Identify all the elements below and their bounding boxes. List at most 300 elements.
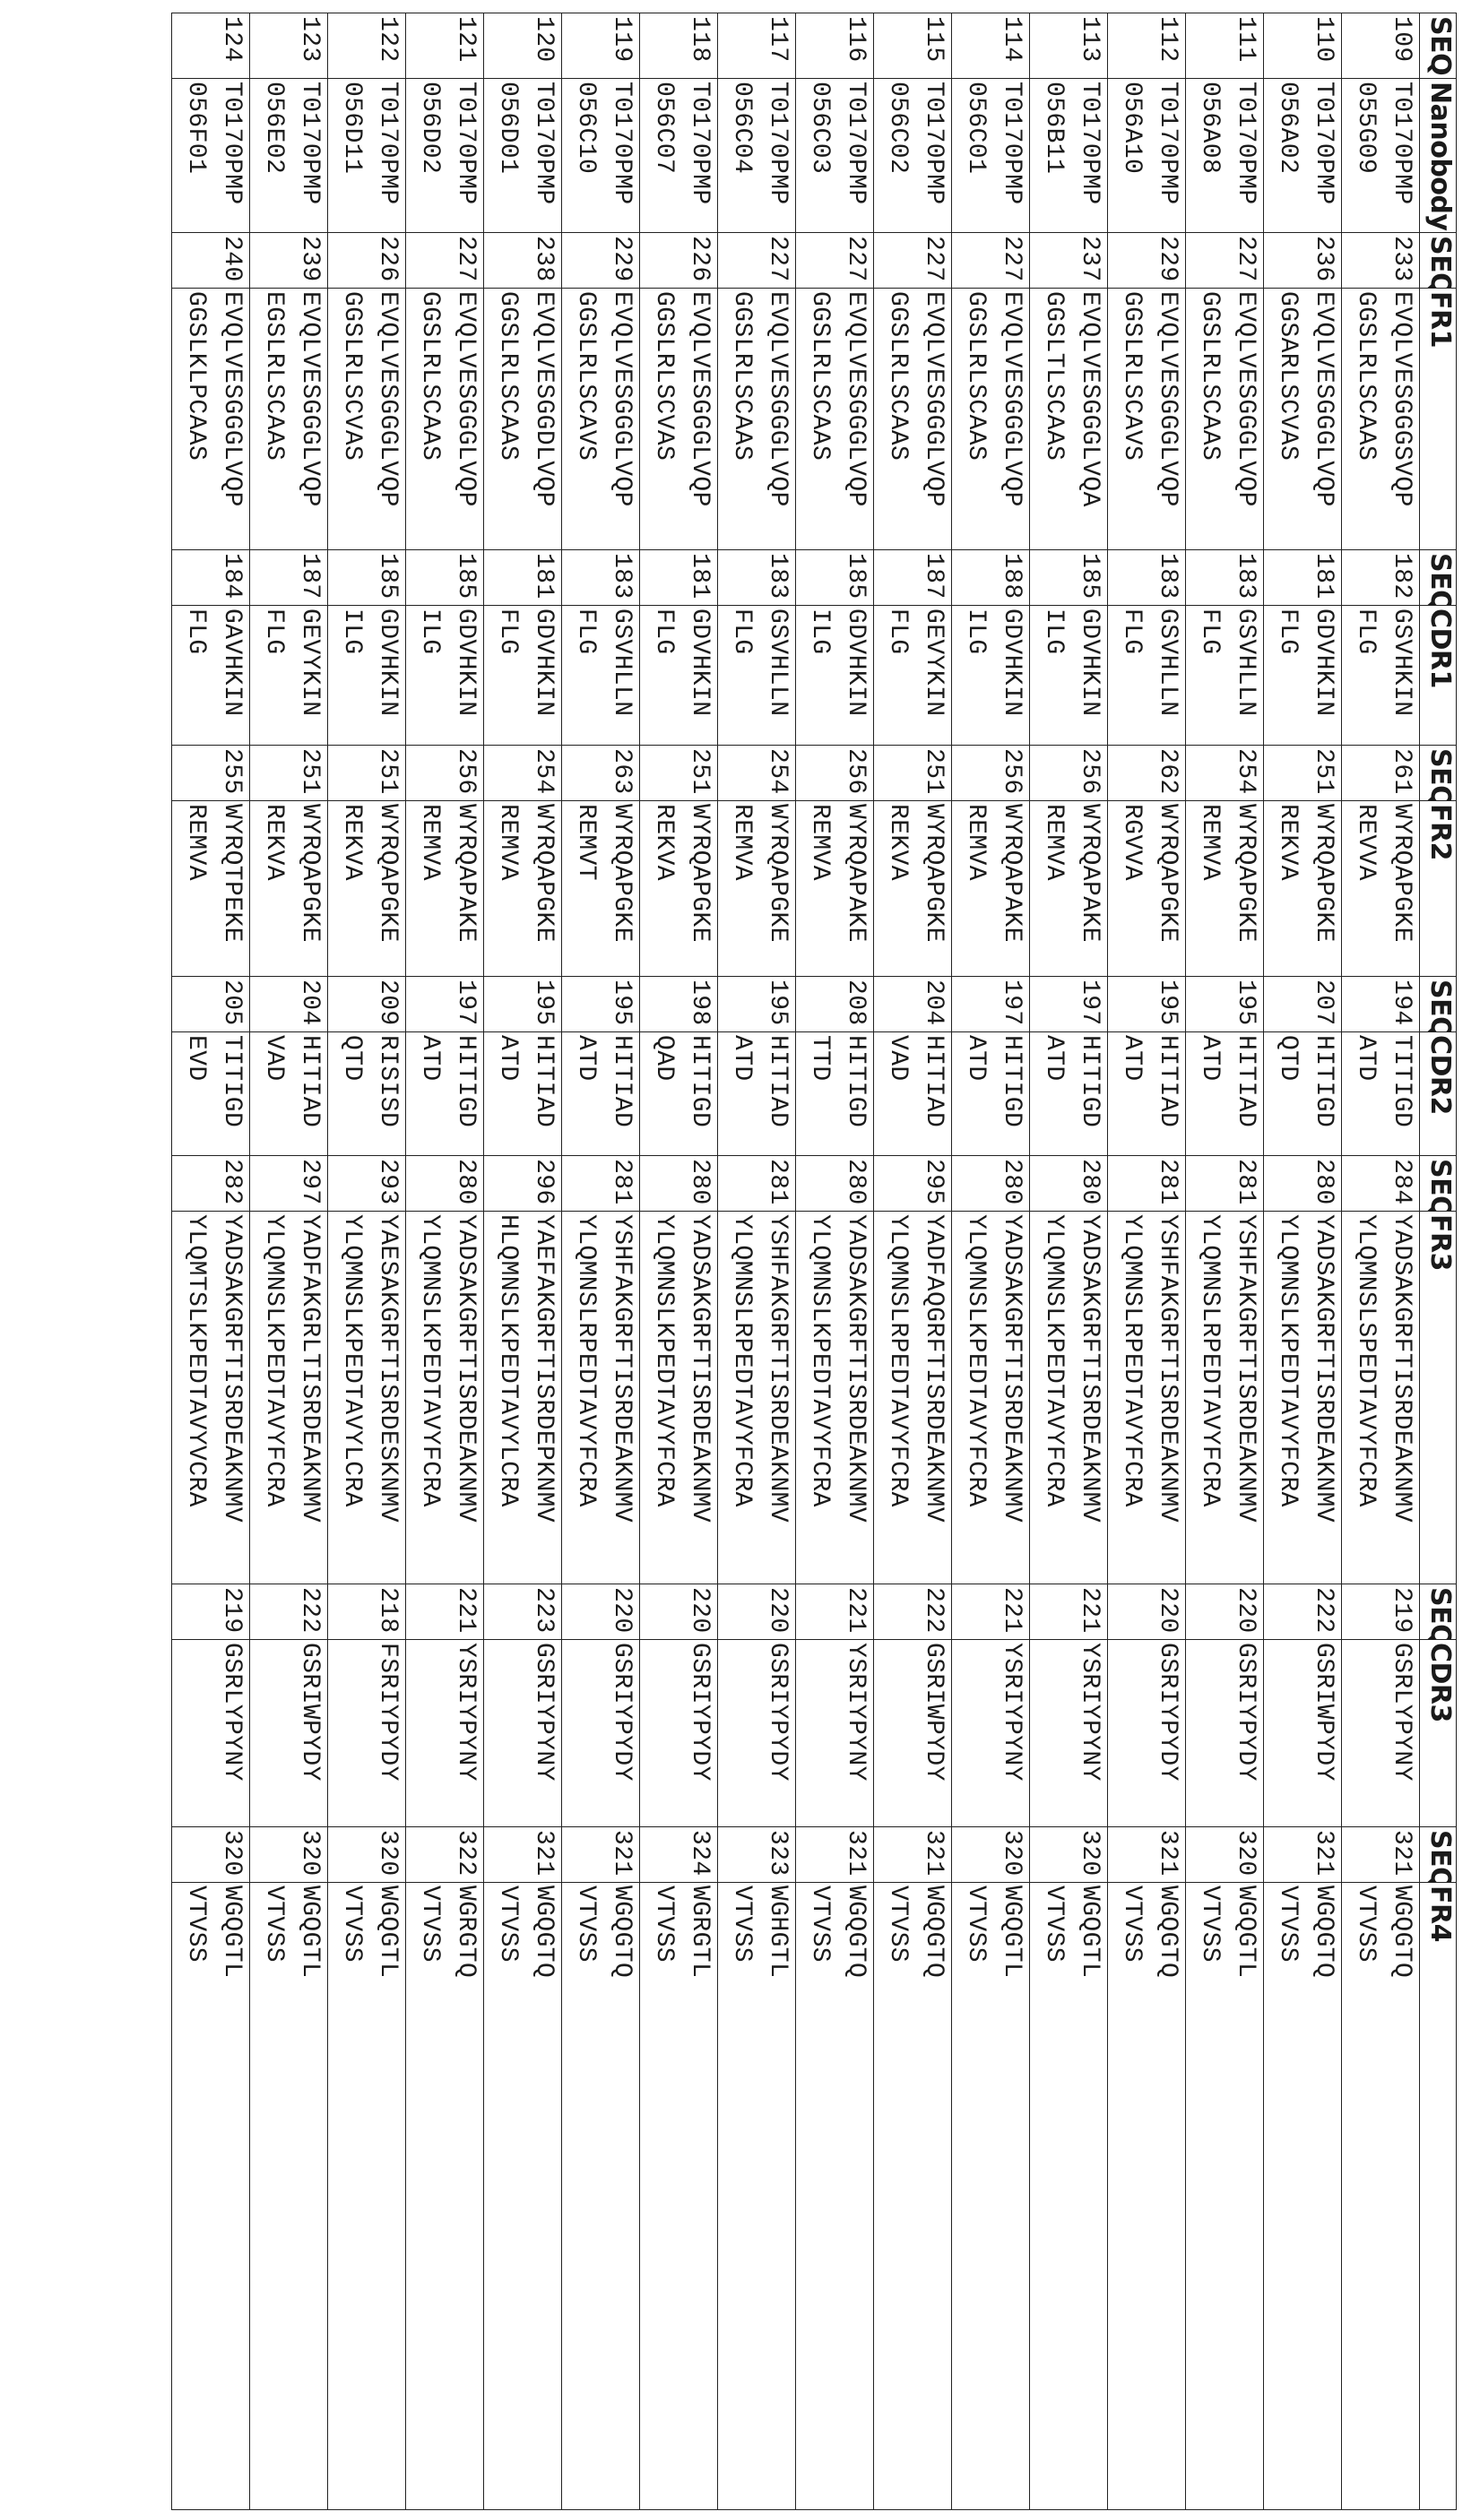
fr4-line: VTVSS — [333, 1886, 369, 2509]
seq-id-cell: 117 — [718, 13, 796, 79]
fr4-seq-cell: 321 — [1264, 1827, 1342, 1883]
nanobody-line: T0170PMP — [213, 82, 249, 232]
cdr1-line: FLG — [489, 608, 525, 745]
fr1-seq-cell: 227 — [874, 233, 952, 289]
nanobody-line: T0170PMP — [1227, 82, 1263, 232]
fr3-seq-cell: 281 — [1186, 1156, 1264, 1212]
fr3-line: YLQMNSLRPEDTAVYFCRA — [879, 1214, 915, 1584]
cdr3-line: YSRIYPYNY — [837, 1643, 873, 1826]
fr4-seq-cell: 320 — [172, 1827, 250, 1883]
fr4-line: VTVSS — [567, 1886, 603, 2509]
cdr3-line: YSRIYPYNY — [447, 1643, 483, 1826]
nanobody-cell — [1186, 79, 1264, 233]
fr3-cell — [484, 1212, 562, 1584]
fr1-line: EVQLVESGGGLVQP — [681, 291, 717, 549]
cdr1-seq-cell: 185 — [328, 550, 406, 606]
fr2-seq-cell: 254 — [718, 746, 796, 801]
fr3-cell — [1186, 1212, 1264, 1584]
fr3-cell — [172, 1212, 250, 1584]
fr2-line: REKVA — [879, 804, 915, 976]
fr1-line: EGSLRLSCAAS — [255, 291, 291, 549]
cdr3-seq-cell: 221 — [796, 1584, 874, 1640]
cdr2-line: HITIGD — [1305, 1035, 1341, 1155]
fr3-line: YADFAQGRFTISRDEAKNMV — [915, 1214, 951, 1584]
fr4-cell — [952, 1883, 1030, 2510]
cdr1-line: GSVHKIN — [1383, 608, 1419, 745]
fr4-seq-cell: 320 — [250, 1827, 328, 1883]
fr3-line: YADSAKGRFTISRDEAKNMV — [1071, 1214, 1107, 1584]
cdr1-seq-cell: 184 — [172, 550, 250, 606]
fr3-line: YLQMNSLKPEDTAVYFCRA — [255, 1214, 291, 1584]
cdr2-line: ATD — [1113, 1035, 1149, 1155]
cdr2-seq-cell: 195 — [562, 977, 640, 1032]
cdr2-line: ATD — [1191, 1035, 1227, 1155]
cdr1-cell — [172, 606, 250, 746]
cdr2-line: ATD — [957, 1035, 993, 1155]
table-row — [1108, 13, 1186, 2510]
nanobody-line: 056D02 — [411, 82, 447, 232]
fr2-cell — [640, 801, 718, 977]
fr1-line: EVQLVESGGGLVQP — [1149, 291, 1185, 549]
fr4-line: WGQGTL — [993, 1886, 1029, 2509]
fr2-line: REKVA — [1269, 804, 1305, 976]
fr3-cell — [328, 1212, 406, 1584]
cdr3-line: GSRIYPYDY — [759, 1643, 795, 1826]
header-fr3-seq: SEQ — [1420, 1156, 1457, 1212]
cdr2-cell — [562, 1032, 640, 1156]
fr3-cell — [640, 1212, 718, 1584]
cdr3-seq-cell: 223 — [484, 1584, 562, 1640]
fr3-seq-cell: 297 — [250, 1156, 328, 1212]
fr3-line: YADSAKGRFTISRDEAKNMV — [1383, 1214, 1419, 1584]
cdr2-seq-cell: 208 — [796, 977, 874, 1032]
fr4-seq-cell: 320 — [328, 1827, 406, 1883]
nanobody-line: 056C04 — [723, 82, 759, 232]
fr2-line: WYRQAPGKE — [1149, 804, 1185, 976]
fr3-line: YLQMNSLRPEDTAVYFCRA — [567, 1214, 603, 1584]
cdr2-cell — [406, 1032, 484, 1156]
cdr2-line: HITIGD — [837, 1035, 873, 1155]
fr1-seq-cell: 227 — [718, 233, 796, 289]
cdr3-line: GSRLYPYNY — [213, 1643, 249, 1826]
cdr1-line: ILG — [957, 608, 993, 745]
cdr1-line: GDVHKIN — [837, 608, 873, 745]
nanobody-cell — [562, 79, 640, 233]
fr2-line: WYRQTPEKE — [213, 804, 249, 976]
fr2-seq-cell: 251 — [250, 746, 328, 801]
cdr3-line: GSRIYPYDY — [1227, 1643, 1263, 1826]
cdr1-seq-cell: 187 — [874, 550, 952, 606]
fr2-line: REMVA — [177, 804, 213, 976]
nanobody-cell — [172, 79, 250, 233]
nanobody-line: 056C10 — [567, 82, 603, 232]
nanobody-line: T0170PMP — [759, 82, 795, 232]
fr2-line: WYRQAPGKE — [369, 804, 405, 976]
cdr1-seq-cell: 181 — [484, 550, 562, 606]
seq-id-cell: 114 — [952, 13, 1030, 79]
fr4-cell — [1264, 1883, 1342, 2510]
fr4-cell — [1342, 1883, 1420, 2510]
cdr1-line: ILG — [411, 608, 447, 745]
fr4-seq-cell: 321 — [562, 1827, 640, 1883]
fr2-line: WYRQAPGKE — [1227, 804, 1263, 976]
fr1-line: GGSARLSCVAS — [1269, 291, 1305, 549]
fr1-cell — [250, 289, 328, 550]
fr1-line: GGSLRLSCAAS — [723, 291, 759, 549]
cdr3-seq-cell: 221 — [406, 1584, 484, 1640]
fr1-cell — [172, 289, 250, 550]
fr3-cell — [1030, 1212, 1108, 1584]
table-row — [328, 13, 406, 2510]
fr3-line: YAEFAKGRFTISRDEPKNMV — [525, 1214, 561, 1584]
fr3-cell — [250, 1212, 328, 1584]
fr3-seq-cell: 295 — [874, 1156, 952, 1212]
table-row — [952, 13, 1030, 2510]
cdr3-line: YSRIYPYNY — [1071, 1643, 1107, 1826]
table-row — [1342, 13, 1420, 2510]
fr3-line: YLQMNSLSPEDTAVYFCRA — [1347, 1214, 1383, 1584]
seq-id-cell: 124 — [172, 13, 250, 79]
fr4-seq-cell: 324 — [640, 1827, 718, 1883]
header-cdr2-seq: SEQ — [1420, 977, 1457, 1032]
cdr3-cell — [874, 1640, 952, 1827]
cdr3-line: FSRIYPYDY — [369, 1643, 405, 1826]
fr2-line: REMVA — [411, 804, 447, 976]
cdr1-seq-cell: 187 — [250, 550, 328, 606]
header-cdr3-seq: SEQ — [1420, 1584, 1457, 1640]
header-nanobody: Nanobody — [1420, 79, 1457, 233]
fr4-line: WGQGTL — [369, 1886, 405, 2509]
fr2-line: WYRQAPGKE — [291, 804, 327, 976]
fr1-line: EVQLVESGGGLVQP — [1305, 291, 1341, 549]
fr2-seq-cell: 254 — [484, 746, 562, 801]
cdr1-cell — [1264, 606, 1342, 746]
fr1-line: GGSLTLSCAAS — [1035, 291, 1071, 549]
fr1-seq-cell: 227 — [952, 233, 1030, 289]
fr1-cell — [1342, 289, 1420, 550]
fr4-cell — [796, 1883, 874, 2510]
fr1-cell — [874, 289, 952, 550]
cdr1-line: GAVHKIN — [213, 608, 249, 745]
cdr3-cell — [1186, 1640, 1264, 1827]
fr4-seq-cell: 321 — [796, 1827, 874, 1883]
cdr2-seq-cell: 209 — [328, 977, 406, 1032]
fr1-line: GGSLRLSCAVS — [1113, 291, 1149, 549]
fr3-line: YSHFAKGRFTISRDEAKNMV — [603, 1214, 639, 1584]
fr2-line: REKVA — [255, 804, 291, 976]
fr3-seq-cell: 293 — [328, 1156, 406, 1212]
cdr3-cell — [406, 1640, 484, 1827]
fr4-line: WGQGTL — [1071, 1886, 1107, 2509]
nanobody-line: T0170PMP — [291, 82, 327, 232]
fr2-cell — [1264, 801, 1342, 977]
cdr1-cell — [328, 606, 406, 746]
cdr3-line: GSRIWPYDY — [291, 1643, 327, 1826]
fr2-cell — [952, 801, 1030, 977]
seq-id-cell: 118 — [640, 13, 718, 79]
nanobody-line: 056C02 — [879, 82, 915, 232]
fr4-cell — [1186, 1883, 1264, 2510]
table-row — [1264, 13, 1342, 2510]
cdr3-line: GSRIWPYDY — [915, 1643, 951, 1826]
nanobody-line: 056B11 — [1035, 82, 1071, 232]
fr1-cell — [952, 289, 1030, 550]
fr4-line: VTVSS — [723, 1886, 759, 2509]
cdr2-cell — [484, 1032, 562, 1156]
fr2-line: REMVT — [567, 804, 603, 976]
cdr1-seq-cell: 183 — [718, 550, 796, 606]
cdr2-line: QAD — [645, 1035, 681, 1155]
cdr3-line: GSRLYPYNY — [1383, 1643, 1419, 1826]
cdr1-cell — [1030, 606, 1108, 746]
nanobody-line: T0170PMP — [603, 82, 639, 232]
fr4-cell — [1108, 1883, 1186, 2510]
nanobody-line: T0170PMP — [447, 82, 483, 232]
header-seq: SEQ — [1420, 13, 1457, 79]
fr1-seq-cell: 229 — [562, 233, 640, 289]
cdr2-cell — [1264, 1032, 1342, 1156]
fr3-seq-cell: 280 — [796, 1156, 874, 1212]
fr2-seq-cell: 251 — [328, 746, 406, 801]
cdr3-seq-cell: 220 — [1108, 1584, 1186, 1640]
nanobody-line: T0170PMP — [1071, 82, 1107, 232]
fr4-line: VTVSS — [177, 1886, 213, 2509]
fr4-line: WGQGTQ — [1383, 1886, 1419, 2509]
cdr3-seq-cell: 218 — [328, 1584, 406, 1640]
fr4-seq-cell: 320 — [952, 1827, 1030, 1883]
fr1-line: EVQLVESGGGLVQP — [291, 291, 327, 549]
fr3-seq-cell: 280 — [1264, 1156, 1342, 1212]
fr3-line: YSHFAKGRFTISRDEAKNMV — [759, 1214, 795, 1584]
fr2-seq-cell: 263 — [562, 746, 640, 801]
cdr3-cell — [484, 1640, 562, 1827]
fr1-seq-cell: 236 — [1264, 233, 1342, 289]
fr1-seq-cell: 227 — [1186, 233, 1264, 289]
fr3-line: YLQMTSLKPEDTAVYVCRA — [177, 1214, 213, 1584]
nanobody-line: 055G09 — [1347, 82, 1383, 232]
fr3-cell — [1108, 1212, 1186, 1584]
fr3-line: YADSAKGRFTISRDEAKNMV — [447, 1214, 483, 1584]
fr4-line: VTVSS — [801, 1886, 837, 2509]
cdr1-seq-cell: 182 — [1342, 550, 1420, 606]
cdr2-cell — [1030, 1032, 1108, 1156]
cdr1-line: ILG — [1035, 608, 1071, 745]
cdr2-line: ATD — [1035, 1035, 1071, 1155]
cdr3-seq-cell: 221 — [1030, 1584, 1108, 1640]
cdr2-line: VAD — [879, 1035, 915, 1155]
cdr2-cell — [874, 1032, 952, 1156]
cdr3-seq-cell: 222 — [874, 1584, 952, 1640]
cdr3-seq-cell: 222 — [250, 1584, 328, 1640]
cdr2-cell — [250, 1032, 328, 1156]
cdr1-line: FLG — [645, 608, 681, 745]
fr4-cell — [1030, 1883, 1108, 2510]
cdr1-line: FLG — [1191, 608, 1227, 745]
fr3-line: YSHFAKGRFTISRDEAKNMV — [1227, 1214, 1263, 1584]
cdr1-seq-cell: 183 — [1186, 550, 1264, 606]
fr1-line: EVQLVESGGGSVQP — [1383, 291, 1419, 549]
fr2-seq-cell: 256 — [796, 746, 874, 801]
cdr3-cell — [640, 1640, 718, 1827]
fr4-cell — [640, 1883, 718, 2510]
nanobody-cell — [1264, 79, 1342, 233]
cdr1-seq-cell: 185 — [406, 550, 484, 606]
seq-id-cell: 122 — [328, 13, 406, 79]
nanobody-line: T0170PMP — [525, 82, 561, 232]
cdr1-line: GDVHKIN — [525, 608, 561, 745]
fr3-line: YLQMNSLRPEDTAVYFCRA — [723, 1214, 759, 1584]
fr4-line: VTVSS — [255, 1886, 291, 2509]
fr3-line: HLQMNSLKPEDTAVYLCRA — [489, 1214, 525, 1584]
fr1-cell — [796, 289, 874, 550]
fr3-seq-cell: 280 — [640, 1156, 718, 1212]
cdr3-cell — [250, 1640, 328, 1827]
cdr2-line: ATD — [723, 1035, 759, 1155]
fr4-line: WGRGTL — [681, 1886, 717, 2509]
fr3-cell — [874, 1212, 952, 1584]
fr4-line: WGQGTQ — [603, 1886, 639, 2509]
fr1-cell — [406, 289, 484, 550]
seq-id-cell: 121 — [406, 13, 484, 79]
table-row — [172, 13, 250, 2510]
fr2-seq-cell: 261 — [1342, 746, 1420, 801]
seq-id-cell: 115 — [874, 13, 952, 79]
cdr2-seq-cell: 195 — [1186, 977, 1264, 1032]
fr2-cell — [328, 801, 406, 977]
nanobody-line: 056A02 — [1269, 82, 1305, 232]
table-row — [874, 13, 952, 2510]
fr4-cell — [172, 1883, 250, 2510]
cdr1-line: GEVYKIN — [291, 608, 327, 745]
fr2-line: WYRQAPGKE — [1305, 804, 1341, 976]
seq-id-cell: 119 — [562, 13, 640, 79]
fr2-line: WYRQAPAKE — [837, 804, 873, 976]
seq-id-cell: 116 — [796, 13, 874, 79]
cdr3-seq-cell: 220 — [1186, 1584, 1264, 1640]
fr1-line: EVQLVESGGGLVQA — [1071, 291, 1107, 549]
cdr3-cell — [1342, 1640, 1420, 1827]
nanobody-line: 056C01 — [957, 82, 993, 232]
fr2-line: WYRQAPAKE — [993, 804, 1029, 976]
header-row — [1420, 13, 1457, 2510]
fr2-cell — [796, 801, 874, 977]
fr1-line: EVQLVESGGGLVQP — [759, 291, 795, 549]
fr3-line: YADSAKGRFTISRDEAKNMV — [837, 1214, 873, 1584]
fr1-line: EVQLVESGGGLVQP — [603, 291, 639, 549]
fr2-cell — [1108, 801, 1186, 977]
fr2-cell — [1186, 801, 1264, 977]
table-row — [484, 13, 562, 2510]
nanobody-cell — [406, 79, 484, 233]
fr4-line: WGQGTL — [213, 1886, 249, 2509]
fr1-line: EVQLVESGGDLVQP — [525, 291, 561, 549]
fr4-line: VTVSS — [1191, 1886, 1227, 2509]
fr2-seq-cell: 255 — [172, 746, 250, 801]
cdr2-line: ATD — [567, 1035, 603, 1155]
fr4-line: VTVSS — [489, 1886, 525, 2509]
cdr2-line: TITIGD — [1383, 1035, 1419, 1155]
fr4-line: WGQGTQ — [1305, 1886, 1341, 2509]
fr2-cell — [562, 801, 640, 977]
fr3-seq-cell: 282 — [172, 1156, 250, 1212]
fr1-line: EVQLVESGGGLVQP — [213, 291, 249, 549]
fr1-line: EVQLVESGGGLVQP — [993, 291, 1029, 549]
cdr2-line: TITIGD — [213, 1035, 249, 1155]
fr3-seq-cell: 281 — [562, 1156, 640, 1212]
cdr3-line: GSRIYPYDY — [603, 1643, 639, 1826]
fr4-line: WGQGTQ — [1149, 1886, 1185, 2509]
table-row — [718, 13, 796, 2510]
cdr1-cell — [1108, 606, 1186, 746]
cdr1-line: FLG — [1347, 608, 1383, 745]
table-row — [562, 13, 640, 2510]
fr1-line: GGSLRLSCAAS — [411, 291, 447, 549]
nanobody-cell — [796, 79, 874, 233]
fr3-seq-cell: 280 — [952, 1156, 1030, 1212]
nanobody-line: T0170PMP — [1383, 82, 1419, 232]
header-fr4-seq: SEQ — [1420, 1827, 1457, 1883]
fr4-cell — [484, 1883, 562, 2510]
header-fr4: FR4 — [1420, 1883, 1457, 2510]
nanobody-line: 056A10 — [1113, 82, 1149, 232]
cdr2-line: HITIAD — [525, 1035, 561, 1155]
fr2-line: WYRQAPGKE — [1383, 804, 1419, 976]
fr2-line: WYRQAPAKE — [1071, 804, 1107, 976]
cdr2-line: ATD — [411, 1035, 447, 1155]
fr4-line: VTVSS — [411, 1886, 447, 2509]
fr2-cell — [1342, 801, 1420, 977]
cdr3-line: GSRIYPYDY — [681, 1643, 717, 1826]
fr3-line: YADSAKGRFTISRDEAKNMV — [681, 1214, 717, 1584]
cdr2-line: HITIAD — [291, 1035, 327, 1155]
fr4-line: VTVSS — [1347, 1886, 1383, 2509]
fr1-line: GGSLRLSCVAS — [645, 291, 681, 549]
cdr2-line: HITIGD — [1071, 1035, 1107, 1155]
fr1-cell — [1030, 289, 1108, 550]
fr1-cell — [1108, 289, 1186, 550]
fr1-line: GGSLRLSCAAS — [489, 291, 525, 549]
nanobody-line: T0170PMP — [1305, 82, 1341, 232]
cdr3-seq-cell: 222 — [1264, 1584, 1342, 1640]
fr2-cell — [250, 801, 328, 977]
fr2-seq-cell: 251 — [874, 746, 952, 801]
fr1-line: EVQLVESGGGLVQP — [1227, 291, 1263, 549]
cdr2-seq-cell: 204 — [874, 977, 952, 1032]
fr2-line: WYRQAPGKE — [759, 804, 795, 976]
fr1-line: EVQLVESGGGLVQP — [447, 291, 483, 549]
nanobody-line: T0170PMP — [993, 82, 1029, 232]
fr4-line: VTVSS — [879, 1886, 915, 2509]
fr1-line: GGSLRLSCAVS — [567, 291, 603, 549]
cdr2-cell — [172, 1032, 250, 1156]
cdr1-line: GSVHLLN — [759, 608, 795, 745]
cdr3-cell — [718, 1640, 796, 1827]
fr1-cell — [562, 289, 640, 550]
cdr2-line: HITIAD — [1227, 1035, 1263, 1155]
fr3-line: YLQMNSLKPEDTAVYFCRA — [801, 1214, 837, 1584]
fr4-line: VTVSS — [957, 1886, 993, 2509]
header-fr1: FR1 — [1420, 289, 1457, 550]
cdr2-cell — [328, 1032, 406, 1156]
cdr2-seq-cell: 197 — [1030, 977, 1108, 1032]
cdr3-cell — [952, 1640, 1030, 1827]
seq-id-cell: 111 — [1186, 13, 1264, 79]
cdr1-line: FLG — [1269, 608, 1305, 745]
header-fr1-seq: SEQ — [1420, 233, 1457, 289]
fr4-seq-cell: 321 — [484, 1827, 562, 1883]
nanobody-cell — [484, 79, 562, 233]
nanobody-cell — [1108, 79, 1186, 233]
